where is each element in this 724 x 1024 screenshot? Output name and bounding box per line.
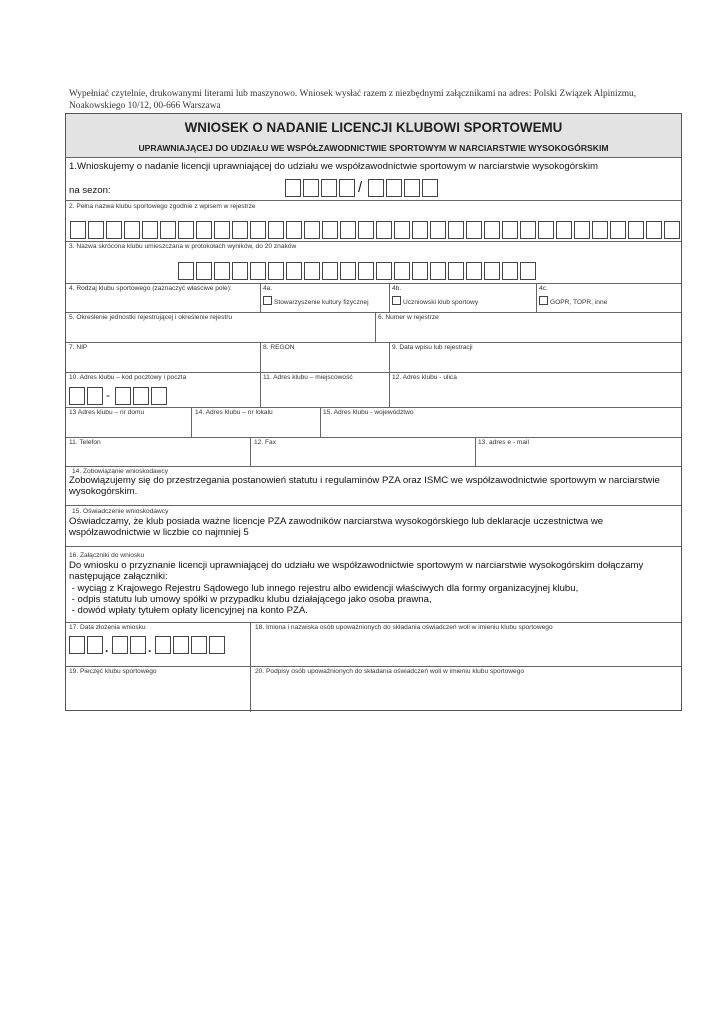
- date-dot: .: [105, 641, 109, 655]
- divider: [66, 312, 681, 313]
- char-box[interactable]: [394, 221, 410, 239]
- divider: [66, 505, 681, 506]
- option-4a-text: Stowarzyszenie kultury fizycznej: [274, 299, 369, 306]
- phone-label: 11. Telefon: [69, 439, 101, 446]
- divider: [66, 283, 681, 284]
- divider: [389, 342, 390, 372]
- option-4b-label: 4b.: [392, 285, 402, 292]
- char-box[interactable]: [303, 179, 319, 197]
- postal-prefix-boxes: [69, 387, 105, 405]
- attachments-label: 16. Załączniki do wniosku: [69, 552, 145, 559]
- char-box[interactable]: [69, 636, 85, 654]
- char-box[interactable]: [321, 179, 337, 197]
- char-box[interactable]: [502, 262, 518, 280]
- fax-label: 12. Fax: [254, 439, 276, 446]
- char-box[interactable]: [368, 179, 384, 197]
- char-box[interactable]: [574, 221, 590, 239]
- attachment-item: - wyciąg z Krajowego Rejestru Sądowego lub innego rejestru albo ewidencji właściwych dla formy organizacyjnej klubu,: [69, 583, 579, 594]
- char-box[interactable]: [250, 221, 266, 239]
- street-label: 12. Adres klubu - ulica: [392, 374, 457, 381]
- char-box[interactable]: [304, 262, 320, 280]
- form-subtitle: UPRAWNIAJĄCEJ DO UDZIAŁU WE WSPÓŁZAWODNICTWIE SPORTOWYM W NARCIARSTWIE WYSOKOGÓRSKIM: [138, 143, 609, 153]
- divider: [66, 666, 681, 667]
- nip-label: 7. NIP: [69, 344, 88, 351]
- char-box[interactable]: [106, 221, 122, 239]
- char-box[interactable]: [209, 636, 225, 654]
- application-form: [65, 113, 682, 711]
- char-box[interactable]: [322, 262, 338, 280]
- date-day-boxes: [69, 636, 105, 654]
- attachment-item: - odpis statutu lub umowy spółki w przypadku klubu działającego jako osoba prawna,: [69, 594, 432, 605]
- option-4c[interactable]: [539, 296, 607, 307]
- full-name-boxes: [70, 221, 682, 239]
- option-4c-label: 4c.: [539, 285, 548, 292]
- char-box[interactable]: [556, 221, 572, 239]
- divider: [66, 200, 681, 201]
- char-box[interactable]: [173, 636, 189, 654]
- divider: [536, 283, 537, 312]
- divider: [66, 342, 681, 343]
- char-box[interactable]: [155, 636, 171, 654]
- char-box[interactable]: [178, 262, 194, 280]
- divider: [66, 372, 681, 373]
- char-box[interactable]: [214, 221, 230, 239]
- registration-date-label: 9. Data wpisu lub rejestracji: [392, 344, 473, 351]
- char-box[interactable]: [448, 221, 464, 239]
- checkbox-4a[interactable]: [263, 296, 272, 305]
- char-box[interactable]: [87, 387, 103, 405]
- char-box[interactable]: [268, 262, 284, 280]
- char-box[interactable]: [250, 262, 266, 280]
- house-number-label: 13 Adres klubu – nr domu: [69, 409, 145, 416]
- divider: [250, 437, 251, 466]
- char-box[interactable]: [358, 221, 374, 239]
- regon-label: 8. REGON: [263, 344, 295, 351]
- char-box[interactable]: [133, 387, 149, 405]
- divider: [260, 283, 261, 312]
- char-box[interactable]: [196, 221, 212, 239]
- full-name-label: 2. Pełna nazwa klubu sportowego zgodnie z wpisem w rejestrze: [69, 203, 256, 210]
- char-box[interactable]: [286, 262, 302, 280]
- divider: [250, 622, 251, 712]
- divider: [375, 312, 376, 342]
- option-4a[interactable]: [263, 296, 369, 307]
- char-box[interactable]: [412, 221, 428, 239]
- char-box[interactable]: [466, 262, 482, 280]
- char-box[interactable]: [430, 262, 446, 280]
- char-box[interactable]: [664, 221, 680, 239]
- season-slash: /: [358, 179, 363, 196]
- postal-code-label: 10. Adres klubu – kod pocztowy i poczta: [69, 374, 187, 381]
- divider: [66, 622, 681, 623]
- char-box[interactable]: [376, 221, 392, 239]
- email-label: 13. adres e - mail: [478, 439, 529, 446]
- char-box[interactable]: [268, 221, 284, 239]
- divider: [260, 372, 261, 407]
- char-box[interactable]: [124, 221, 140, 239]
- signatures-label: 20. Podpisy osób upoważnionych do składania oświadczeń woli w imieniu klubu sportowego: [255, 668, 525, 675]
- option-4b-text: Uczniowski klub sportowy: [403, 299, 479, 306]
- char-box[interactable]: [628, 221, 644, 239]
- divider: [66, 407, 681, 408]
- divider: [66, 157, 681, 158]
- char-box[interactable]: [70, 221, 86, 239]
- divider: [320, 407, 321, 437]
- char-box[interactable]: [87, 636, 103, 654]
- attachment-item: - dowód wpłaty tytułem opłaty licencyjnej na konto PZA.: [69, 605, 308, 616]
- commitment-text: Zobowiązujemy się do przestrzegania postanowień statutu i regulaminów PZA oraz ISMC we współzawodnictwie sportowym w narciarstwie wysokogórskim.: [69, 475, 660, 498]
- divider: [66, 546, 681, 547]
- char-box[interactable]: [466, 221, 482, 239]
- char-box[interactable]: [69, 387, 85, 405]
- char-box[interactable]: [196, 262, 212, 280]
- char-box[interactable]: [448, 262, 464, 280]
- short-name-boxes: [178, 262, 538, 280]
- char-box[interactable]: [191, 636, 207, 654]
- char-box[interactable]: [430, 221, 446, 239]
- char-box[interactable]: [232, 221, 248, 239]
- section1-text: 1.Wnioskujemy o nadanie licencji uprawniającej do udziału we współzawodnictwie sportowym w narciarstwie wysokogórskim: [69, 161, 598, 172]
- char-box[interactable]: [412, 262, 428, 280]
- divider: [389, 372, 390, 407]
- club-stamp-label: 19. Pieczęć klubu sportowego: [69, 668, 157, 675]
- char-box[interactable]: [394, 262, 410, 280]
- char-box[interactable]: [340, 221, 356, 239]
- apartment-number-label: 14. Adres klubu – nr lokalu: [195, 409, 273, 416]
- char-box[interactable]: [376, 262, 392, 280]
- char-box[interactable]: [322, 221, 338, 239]
- declaration-text: Oświadczamy, że klub posiada ważne licencje PZA zawodników narciarstwa wysokogórskiego lub deklaracje uczestnictwa we współzawodnictwie w liczbie co najmniej 5: [69, 516, 604, 539]
- char-box[interactable]: [130, 636, 146, 654]
- date-dot: .: [148, 641, 152, 655]
- declaration-label: 15. Oświadczenie wnioskodawcy: [72, 508, 169, 515]
- season-label: na sezon:: [69, 185, 111, 196]
- char-box[interactable]: [520, 262, 536, 280]
- char-box[interactable]: [214, 262, 230, 280]
- char-box[interactable]: [151, 387, 167, 405]
- date-month-boxes: [112, 636, 148, 654]
- char-box[interactable]: [422, 179, 438, 197]
- char-box[interactable]: [339, 179, 355, 197]
- checkbox-4b[interactable]: [392, 296, 401, 305]
- char-box[interactable]: [386, 179, 402, 197]
- attachments-text: Do wniosku o przyznanie licencji uprawniającej do udziału we współzawodnictwie sportowym w narciarstwie wysokogórskim dołączamy następujące załączniki:: [69, 560, 644, 583]
- char-box[interactable]: [404, 179, 420, 197]
- char-box[interactable]: [592, 221, 608, 239]
- city-label: 11. Adres klubu – miejscowość: [263, 374, 353, 381]
- option-4c-text: GOPR, TOPR, inne: [550, 299, 608, 306]
- char-box[interactable]: [286, 221, 302, 239]
- divider: [389, 283, 390, 312]
- divider: [66, 241, 681, 242]
- intro-instructions: Wypełniać czytelnie, drukowanymi literami lub maszynowo. Wniosek wysłać razem z niezbędnymi załącznikami na adres: Polski Związek Alpinizmu, Noakowskiego 10/12, 00-666 Warszawa: [69, 89, 637, 111]
- club-type-label: 4. Rodzaj klubu sportowego (zaznaczyć właściwe pole):: [69, 285, 232, 292]
- char-box[interactable]: [285, 179, 301, 197]
- char-box[interactable]: [142, 221, 158, 239]
- authorized-persons-label: 18. Imiona i nazwiska osób upoważnionych do składania oświadczeń woli w imieniu klubu sportowego: [255, 624, 553, 631]
- postal-suffix-boxes: [115, 387, 169, 405]
- date-year-boxes: [155, 636, 227, 654]
- char-box[interactable]: [484, 262, 500, 280]
- char-box[interactable]: [232, 262, 248, 280]
- season-end-boxes: [368, 179, 440, 197]
- char-box[interactable]: [304, 221, 320, 239]
- registry-number-label: 6. Numer w rejestrze: [378, 314, 439, 321]
- char-box[interactable]: [646, 221, 662, 239]
- char-box[interactable]: [115, 387, 131, 405]
- char-box[interactable]: [340, 262, 356, 280]
- checkbox-4c[interactable]: [539, 296, 548, 305]
- char-box[interactable]: [538, 221, 554, 239]
- postal-dash: -: [106, 388, 110, 402]
- commitment-label: 14. Zobowiązanie wnioskodawcy: [72, 468, 169, 475]
- voivodeship-label: 15. Adres klubu - województwo: [323, 409, 414, 416]
- divider: [260, 342, 261, 372]
- registry-unit-label: 5. Określenie jednostki rejestrującej i określenie rejestru: [69, 314, 233, 321]
- divider: [66, 466, 681, 467]
- char-box[interactable]: [502, 221, 518, 239]
- char-box[interactable]: [358, 262, 374, 280]
- divider: [66, 437, 681, 438]
- char-box[interactable]: [160, 221, 176, 239]
- char-box[interactable]: [610, 221, 626, 239]
- char-box[interactable]: [178, 221, 194, 239]
- char-box[interactable]: [484, 221, 500, 239]
- season-start-boxes: [285, 179, 357, 197]
- char-box[interactable]: [112, 636, 128, 654]
- option-4a-label: 4a.: [263, 285, 273, 292]
- char-box[interactable]: [88, 221, 104, 239]
- divider: [191, 407, 192, 437]
- divider: [475, 437, 476, 466]
- option-4b[interactable]: [392, 296, 478, 307]
- char-box[interactable]: [520, 221, 536, 239]
- form-title: WNIOSEK O NADANIE LICENCJI KLUBOWI SPORTOWEMU: [184, 120, 563, 135]
- short-name-label: 3. Nazwa skrócona klubu umieszczana w protokołach wyników, do 20 znaków: [69, 243, 297, 250]
- submission-date-label: 17. Data złożenia wniosku: [69, 624, 146, 631]
